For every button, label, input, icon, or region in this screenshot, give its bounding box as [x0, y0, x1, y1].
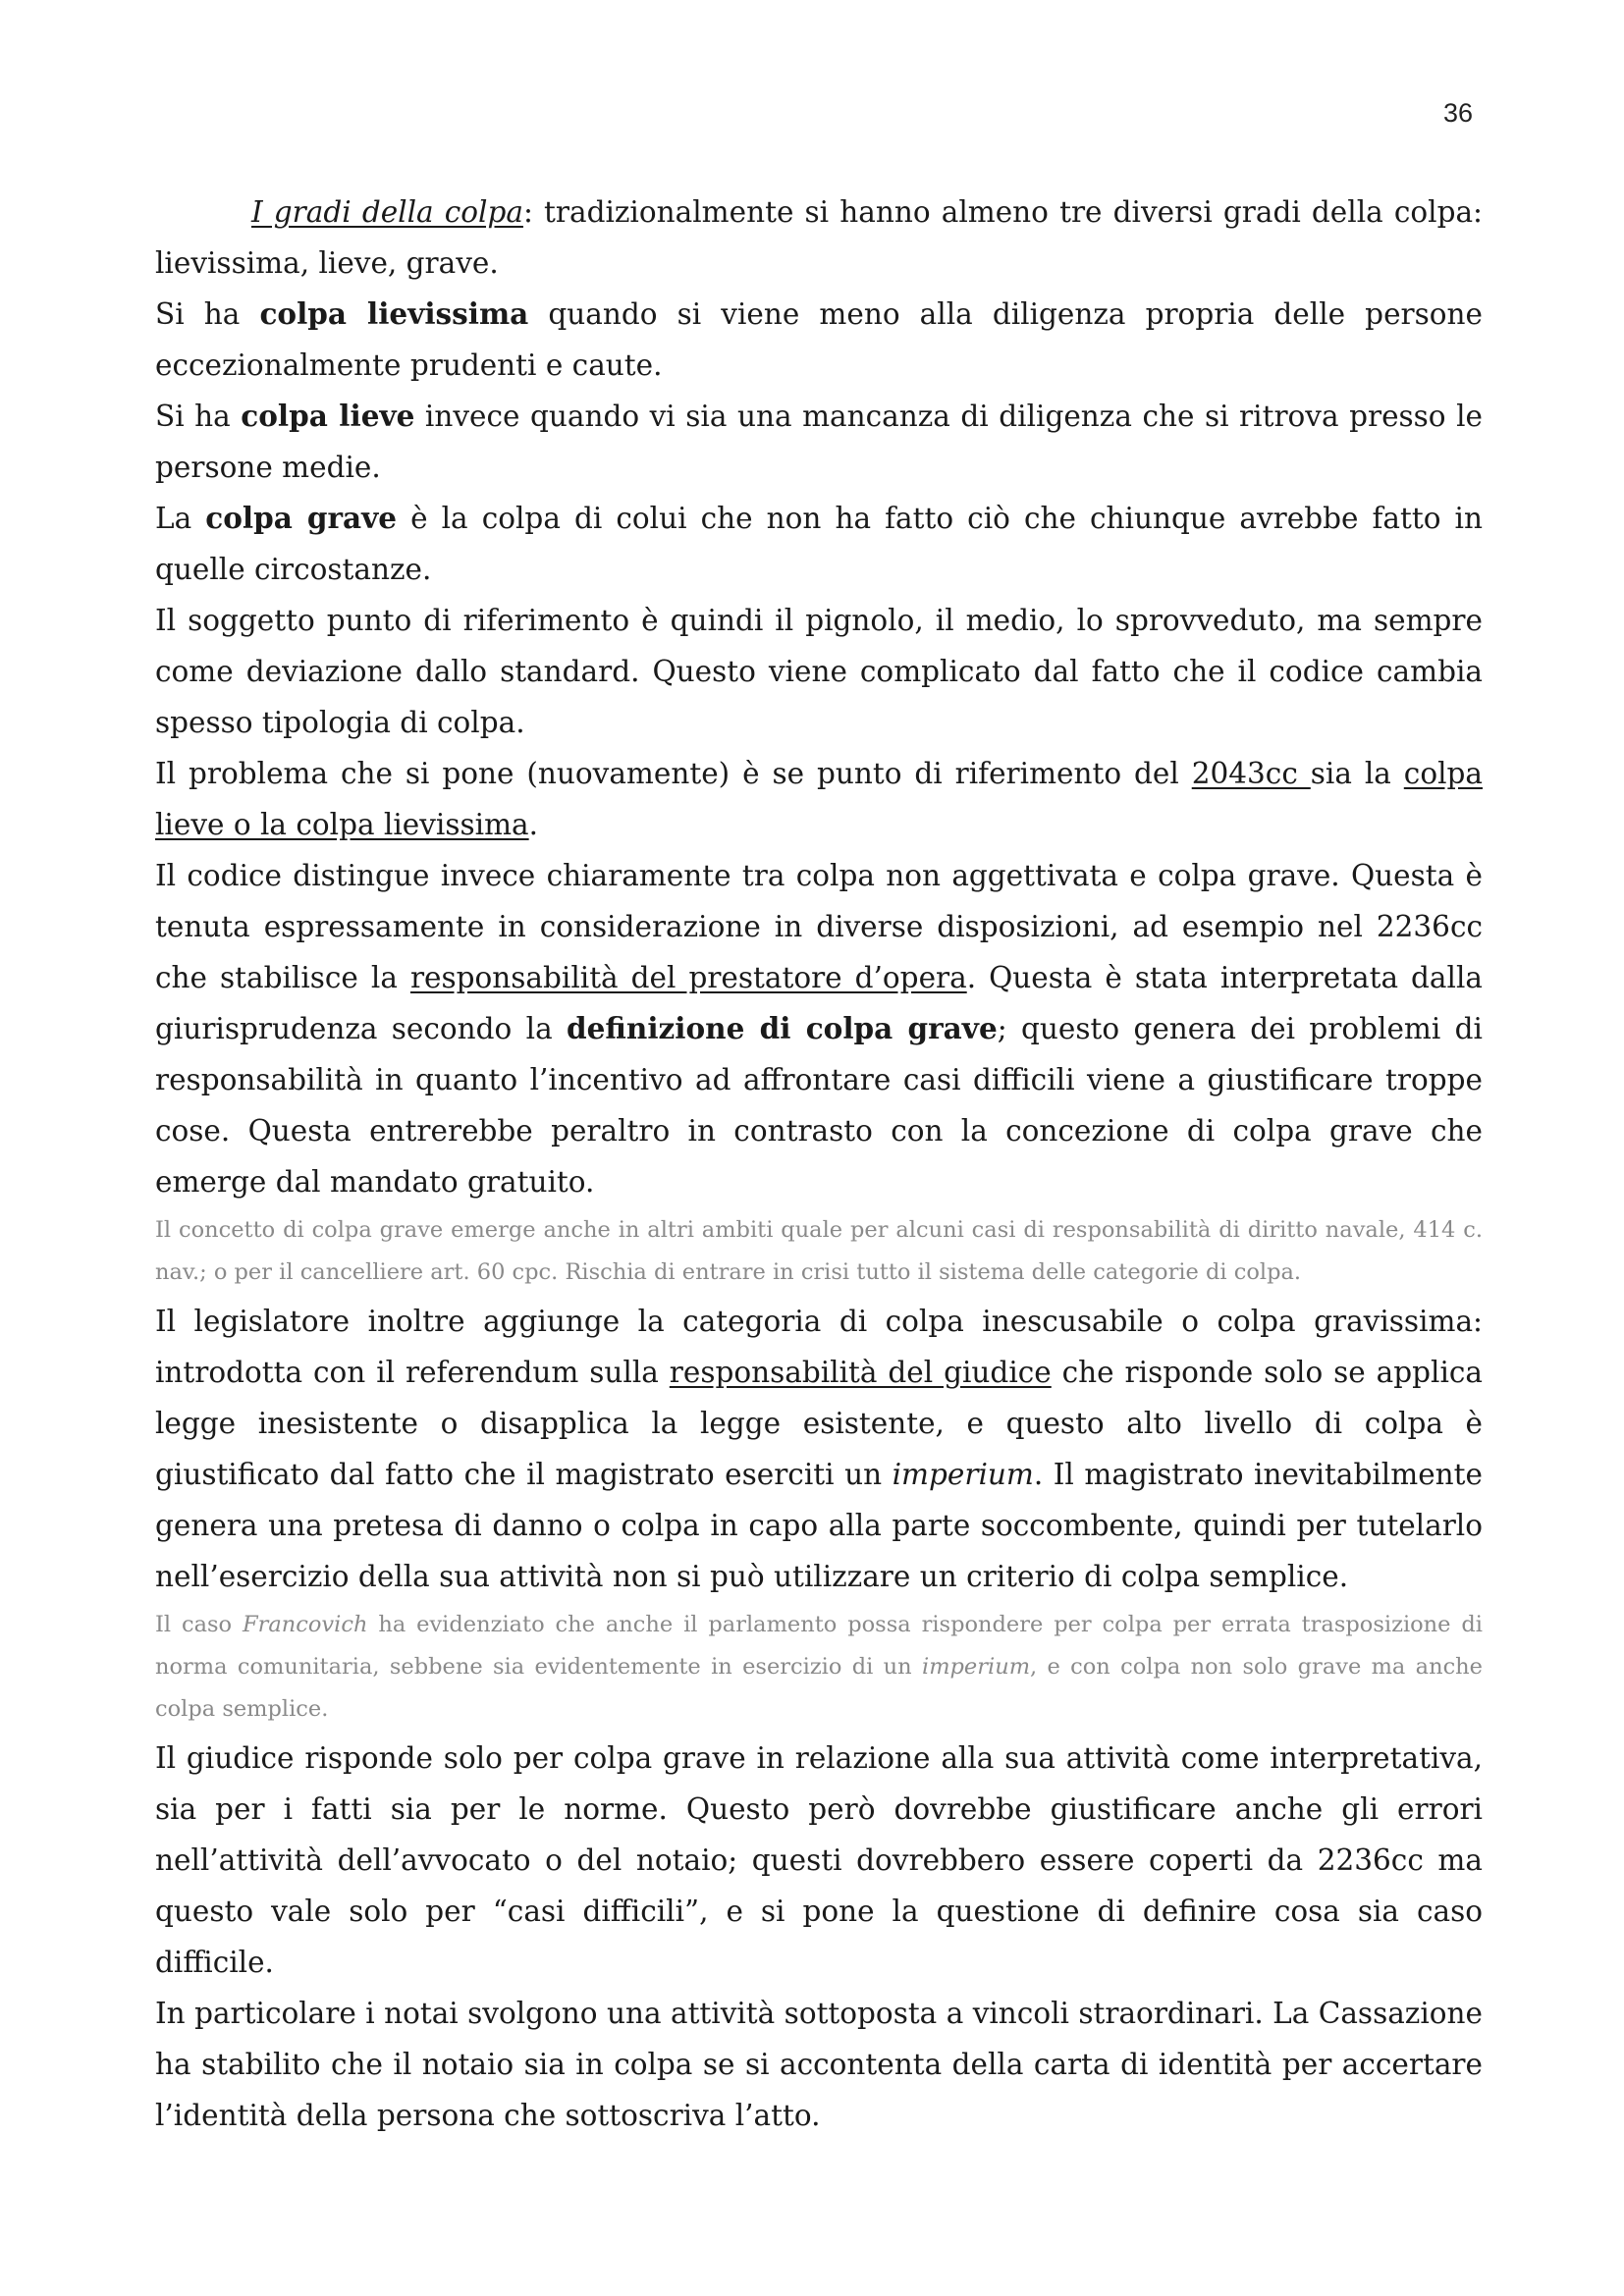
text-run: quando si viene meno alla diligenza propria delle persone eccezionalmente prudenti e caute.: [155, 297, 1483, 382]
text-run: Il legislatore inoltre aggiunge la categoria di colpa inescusabile o colpa gravissima: introdotta con il referendum sulla: [155, 1305, 1483, 1389]
bold-term: definizione di colpa grave: [567, 1011, 998, 1045]
body-text: [155, 187, 1483, 2141]
text-run: Il caso: [155, 1612, 244, 1637]
text-run: .: [528, 808, 539, 841]
bold-term: colpa grave: [205, 501, 398, 535]
paragraph-colpa-lieve: [155, 391, 1483, 493]
text-run: ha evidenziato che anche il parlamento possa rispondere per colpa per errata trasposizione di norma comunitaria, sebbene sia evidentemente in esercizio di un: [155, 1612, 1483, 1680]
paragraph-colpa-lievissima: [155, 289, 1483, 391]
text-run: La: [155, 502, 206, 535]
bold-term: colpa lievissima: [259, 296, 529, 331]
paragraph-legislatore: [155, 1296, 1483, 1602]
note-francovich: [155, 1604, 1483, 1731]
paragraph-notai: In particolare i notai svolgono una attività sottoposta a vincoli straordinari. La Cassazione ha stabilito che il notaio sia in colpa se si accontenta della carta di identità per accertare l’identità della persona che sottoscriva l’atto.: [155, 1997, 1483, 2132]
text-run: Si ha: [155, 400, 242, 433]
text-run: che risponde solo se applica legge inesistente o disapplica la legge esistente, e questo alto livello di colpa è giustificato dal fatto che il magistrato eserciti un: [155, 1356, 1483, 1491]
text-run: invece quando vi sia una mancanza di diligenza che si ritrova presso le persone medie.: [155, 400, 1483, 484]
text-run: Il problema che si pone (nuovamente) è se punto di riferimento del: [155, 757, 1192, 790]
text-run: Il codice distingue invece chiaramente tra colpa non aggettivata e colpa grave. Questa è tenuta espressamente in considerazione in diverse disposizioni, ad esempio nel 2236cc che stabilisce la: [155, 859, 1483, 994]
paragraph-gradi-della-colpa: [155, 187, 1483, 289]
paragraph-problema-2043cc: [155, 748, 1483, 850]
paragraph-text: : tradizionalmente si hanno almeno tre diversi gradi della colpa: lievissima, lieve, grave.: [155, 195, 1483, 280]
note-colpa-grave-ambiti: Il concetto di colpa grave emerge anche in altri ambiti quale per alcuni casi di responsabilità di diritto navale, 414 c. nav.; o per il cancelliere art. 60 cpc. Rischia di entrare in crisi tutto il sistema delle categorie di colpa.: [155, 1217, 1483, 1285]
paragraph-giudice-risponde: Il giudice risponde solo per colpa grave in relazione alla sua attività come interpretativa, sia per i fatti sia per le norme. Questo però dovrebbe giustificare anche gli errori nell’attività dell’avvocato o del notaio; questi dovrebbero essere coperti da 2236cc ma questo vale solo per “casi difficili”, e si pone la questione di definire cosa sia caso difficile.: [155, 1741, 1483, 1979]
text-run: sia la: [1310, 757, 1404, 790]
italic-term: imperium: [922, 1654, 1031, 1680]
underlined-reference: responsabilità del prestatore d’opera: [409, 961, 967, 994]
page-number: 36: [1443, 98, 1474, 128]
text-run: ; questo genera dei problemi di responsabilità in quanto l’incentivo ad affrontare casi difficili viene a giustificare troppe cose. Questa entrerebbe peraltro in contrasto con la concezione di colpa grave che emerge dal mandato gratuito.: [155, 1012, 1483, 1199]
text-run: Si ha: [155, 297, 260, 331]
paragraph-soggetto-riferimento: Il soggetto punto di riferimento è quindi il pignolo, il medio, lo sprovveduto, ma sempre come deviazione dallo standard. Questo viene complicato dal fatto che il codice cambia spesso tipologia di colpa.: [155, 604, 1483, 739]
underlined-reference: colpa lieve o la colpa lievissima: [155, 757, 1483, 841]
text-run: . Il magistrato inevitabilmente genera una pretesa di danno o colpa in capo alla parte soccombente, quindi per tutelarlo nell’esercizio della sua attività non si può utilizzare un criterio di colpa semplice.: [155, 1458, 1483, 1593]
underlined-reference: responsabilità del giudice: [669, 1356, 1052, 1389]
italic-term: imperium: [892, 1458, 1034, 1491]
paragraph-codice-distingue: [155, 850, 1483, 1207]
text-run: . Questa è stata interpretata dalla giurisprudenza secondo la: [155, 961, 1483, 1045]
italic-term: Francovich: [243, 1612, 368, 1637]
underlined-reference: 2043cc: [1191, 757, 1311, 790]
paragraph-colpa-grave: [155, 493, 1483, 595]
section-heading: I gradi della colpa: [251, 195, 523, 229]
text-run: , e con colpa non solo grave ma anche colpa semplice.: [155, 1654, 1483, 1722]
bold-term: colpa lieve: [241, 399, 415, 433]
text-run: è la colpa di colui che non ha fatto ciò che chiunque avrebbe fatto in quelle circostanze.: [155, 502, 1483, 586]
